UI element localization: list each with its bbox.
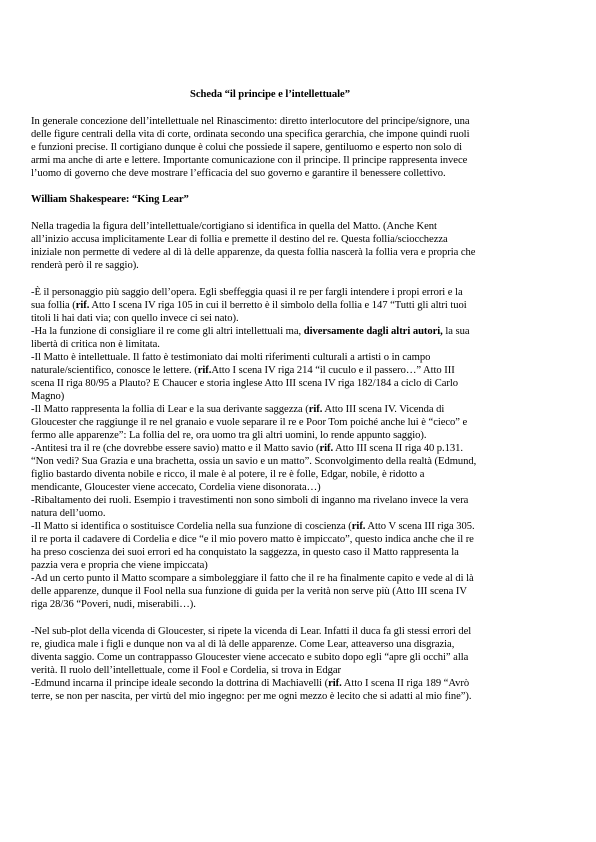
point-line: ha preso coscienza dei suoi errori ed ha conquistato la saggezza, in questo caso il Matto rappresenta la: [31, 547, 459, 558]
text-run: la sua: [442, 326, 470, 337]
text-run: Atto III scena IV. Vicenda di: [322, 404, 445, 415]
text-run: -Edmund incarna il principe ideale secondo la dottrina di Machiavelli (: [31, 678, 329, 689]
point-line: “Non vedi? Sua Grazia e una brachetta, ossia un savio e un matto”. Sconvolgimento della realtà (Edmund,: [31, 456, 477, 467]
point-line: [31, 299, 467, 312]
point-line: scena II riga 80/95 a Plauto? E Chaucer e storia inglese Atto III scena IV riga 182/184 a ciclo di Carlo: [31, 378, 459, 389]
rif-label: rif.: [351, 521, 366, 532]
emphasis-text: diversamente dagli altri autori,: [303, 326, 443, 337]
point-line: [31, 403, 444, 416]
subplot-line: diventa saggio. Come un contrappasso Gloucester viene accecato e subito dopo egli “apre gli occhi” alla: [31, 652, 469, 663]
document-title: Scheda “il principe e l’intellettuale”: [190, 89, 350, 100]
paragraph-line: renderà però il re saggio).: [31, 260, 139, 271]
subplot-line: [31, 677, 469, 690]
subplot-line: terre, se non per nascita, per virtù del mio ingegno: per me ogni mezzo è lecito che si adatti al mio fine”).: [31, 691, 472, 702]
subplot-line: verità. Il ruolo dell’intellettuale, come il Fool e Cordelia, si trova in Edgar: [31, 665, 341, 676]
point-line: fermo alle apparenze”: La follia del re, ora uomo tra gli altri uomini, lo rende appunto saggio).: [31, 430, 427, 441]
rif-label: rif.: [328, 678, 342, 689]
point-line: -È il personaggio più saggio dell’opera. Egli sbeffeggia quasi il re per fargli intendere i propi errori e la: [31, 287, 463, 298]
point-line: il re porta il cadavere di Cordelia e dice “e il mio povero matto è impiccato”, questo indica anche che il re: [31, 534, 474, 545]
point-line: [31, 520, 475, 533]
text-run: sua follia (: [31, 300, 76, 311]
text-run: naturale/scientifico, conosce le lettere. (: [31, 365, 198, 376]
subplot-line: -Nel sub-plot della vicenda di Gloucester, si ripete la vicenda di Lear. Infatti il duca fa gli stessi errori del: [31, 626, 472, 637]
intro-line: e funzioni precise. Il cortigiano dunque è colui che possiede il sapere, gentiluomo e esperto non solo di: [31, 142, 463, 153]
point-line: [31, 442, 463, 455]
text-run: Atto V scena III riga 305.: [365, 521, 475, 532]
rif-label: rif.: [75, 300, 90, 311]
rif-label: rif.: [308, 404, 323, 415]
point-line: pazzia vera e propria che viene impiccata): [31, 560, 208, 571]
text-run: Atto I scena IV riga 105 in cui il berretto è il simbolo della follia e 147 “Tutti gli altri tuoi: [89, 300, 467, 311]
rif-label: rif.: [319, 443, 334, 454]
point-line: libertà di critica non è limitata.: [31, 339, 160, 350]
paragraph-line: iniziale non permette di vedere al di là delle apparenze, da questa follia nascerà la follia vera e propria che: [31, 247, 476, 258]
intro-line: armi ma anche di arte e lettere. Importante comunicazione con il principe. Il principe rappresenta invece: [31, 155, 468, 166]
point-line: mendicante, Gloucester viene accecato, Cordelia viene disonorata…): [31, 482, 321, 493]
text-run: Atto I scena II riga 189 “Avrò: [341, 678, 470, 689]
point-line: natura dell’uomo.: [31, 508, 106, 519]
intro-line: delle figure centrali della vita di corte, ordinata secondo una specifica gerarchia, che impone quindi ruoli: [31, 129, 470, 140]
rif-label: rif.: [197, 365, 212, 376]
point-line: Gloucester che raggiunge il re nel granaio e vuole separare il re e Poor Tom poiché anche lui è “cieco” e: [31, 417, 468, 428]
text-run: Atto I scena IV riga 214 “il cuculo e il passero…” Atto III: [211, 365, 455, 376]
point-line: [31, 364, 455, 377]
intro-line: In generale concezione dell’intellettuale nel Rinascimento: diretto interlocutore del principe/signore, una: [31, 116, 470, 127]
point-line: Magno): [31, 391, 65, 402]
paragraph-line: all’inizio accusa implicitamente Lear di follia e premette il destino del re. Questa follia/sciocchezza: [31, 234, 448, 245]
point-line: riga 28/36 “Poveri, nudi, miserabili…).: [31, 599, 196, 610]
point-line: -Ad un certo punto il Matto scompare a simboleggiare il fatto che il re ha finalmente capito e vede al di là: [31, 573, 474, 584]
point-line: titoli li hai dati via; con quello invece ci sei nato).: [31, 313, 239, 324]
text-run: -Antitesi tra il re (che dovrebbe essere savio) matto e il Matto savio (: [31, 443, 320, 454]
section-heading: William Shakespeare: “King Lear”: [31, 194, 189, 205]
text-run: -Ha la funzione di consigliare il re come gli altri intellettuali ma,: [31, 326, 304, 337]
text-run: -Il Matto rappresenta la follia di Lear e la sua derivante saggezza (: [31, 404, 309, 415]
subplot-line: re, giudica male i figli e dunque non va al di là delle apparenze. Come Lear, atteaverso una disgrazia,: [31, 639, 455, 650]
point-line: figlio bastardo diventa nobile e ricco, il male è al potere, il re è folle, Edgar, nobile, è ridotto a: [31, 469, 425, 480]
text-run: -Il Matto si identifica o sostituisce Cordelia nella sua funzione di coscienza (: [31, 521, 352, 532]
text-run: Atto III scena II riga 40 p.131.: [333, 443, 463, 454]
point-line: -Ribaltamento dei ruoli. Esempio i travestimenti non sono simboli di inganno ma rivelano invece la vera: [31, 495, 469, 506]
paragraph-line: Nella tragedia la figura dell’intellettuale/cortigiano si identifica in quella del Matto. (Anche Kent: [31, 221, 437, 232]
point-line: delle apparenze, dunque il Fool nella sua funzione di guida per la verità non serve più (Atto III scena IV: [31, 586, 467, 597]
point-line: -Il Matto è intellettuale. Il fatto è testimoniato dai molti riferimenti culturali a artisti o in campo: [31, 352, 431, 363]
intro-line: l’uomo di governo che deve mostrare l’efficacia del suo governo e garantire il benessere collettivo.: [31, 168, 446, 179]
point-line: [31, 325, 470, 338]
